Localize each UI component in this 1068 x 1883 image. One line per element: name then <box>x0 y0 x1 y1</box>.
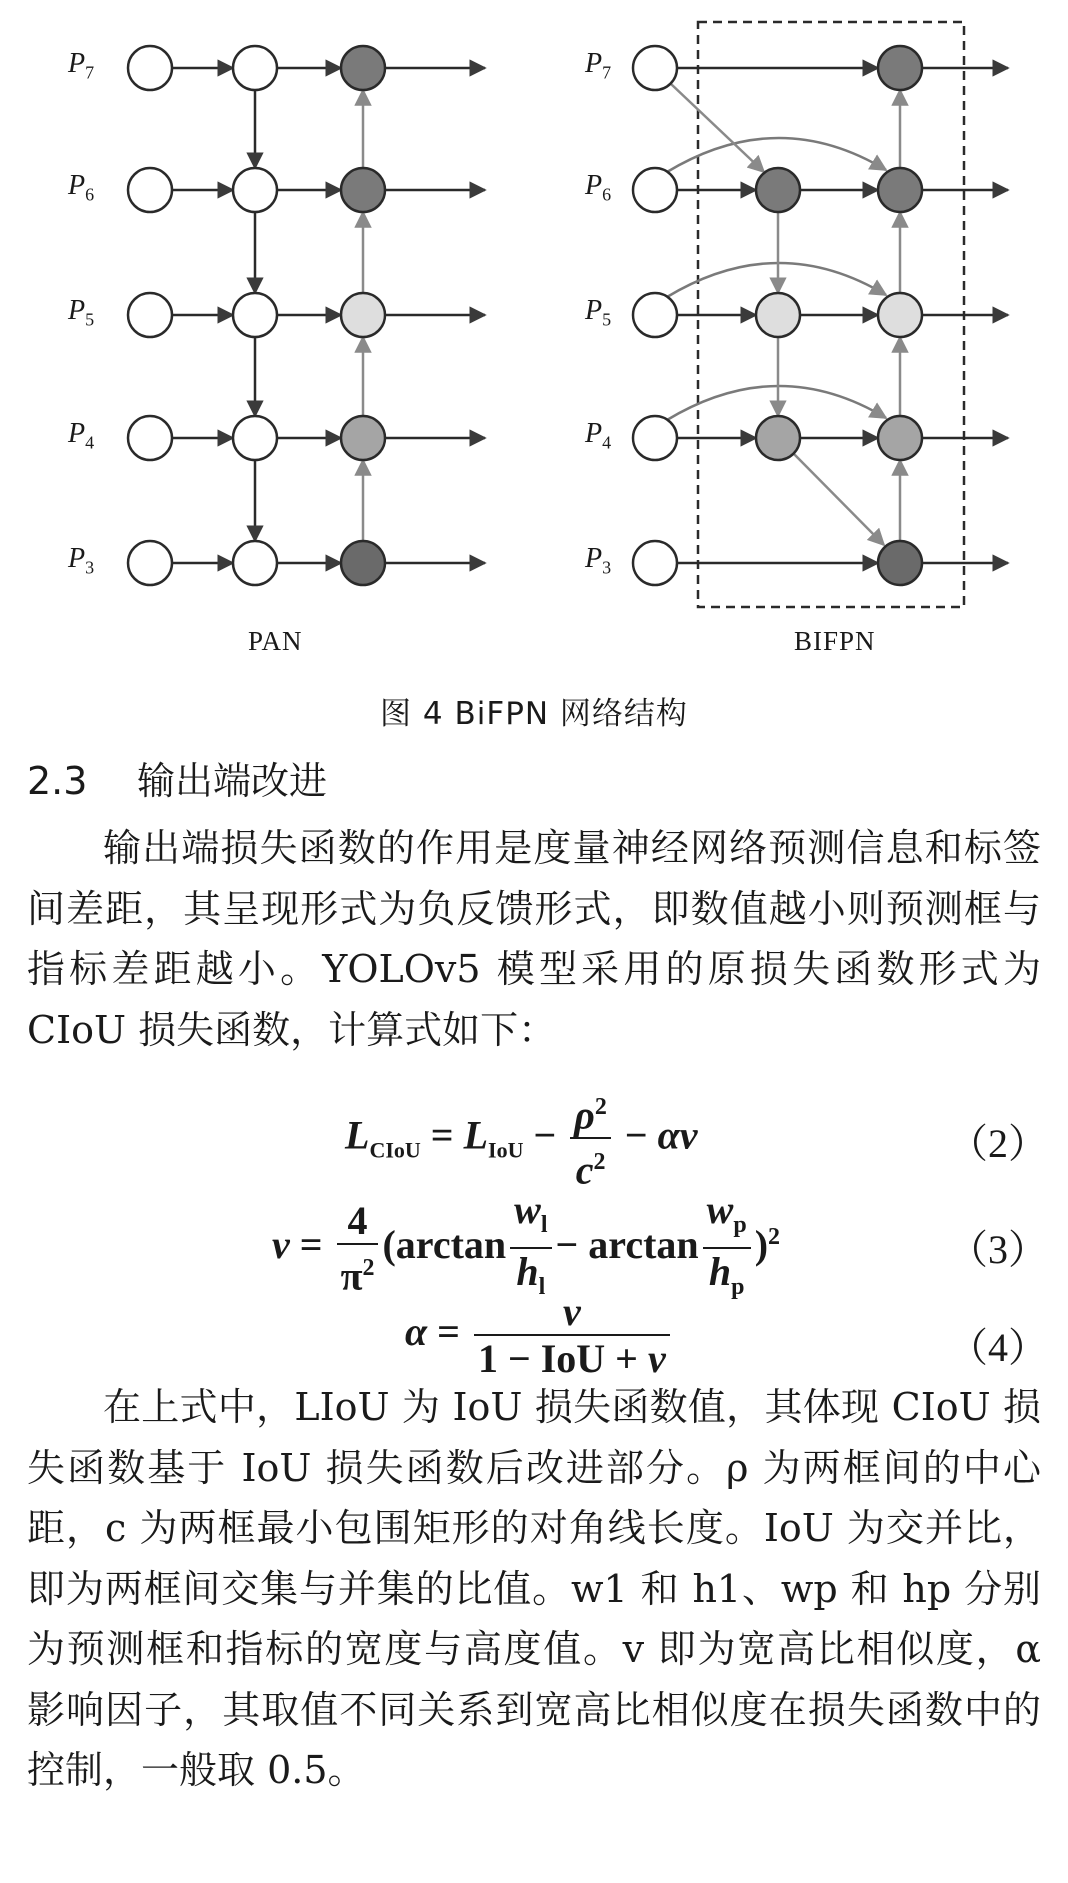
level-label-subscript: 3 <box>602 557 612 578</box>
level-label-subscript: 3 <box>85 557 95 578</box>
level-label: $P_4$ <box>585 418 612 453</box>
bifpn-mid-node <box>756 416 800 460</box>
pan-mid-node <box>233 168 277 212</box>
pan-output-node <box>341 168 385 212</box>
level-label: $P_3$ <box>68 543 95 578</box>
level-label-subscript: 4 <box>85 432 95 453</box>
section-number: 2.3 <box>27 759 88 803</box>
bifpn-title: BIFPN <box>794 626 876 656</box>
bifpn-output-node <box>878 541 922 585</box>
equation-4-number: （4） <box>948 1325 1048 1370</box>
bifpn-input-node <box>633 293 677 337</box>
level-label-subscript: 5 <box>602 309 612 330</box>
pan-input-node <box>128 293 172 337</box>
bifpn-topdown-edge <box>671 84 764 172</box>
level-label: $P_6$ <box>68 170 95 205</box>
level-label: $P_7$ <box>68 48 95 83</box>
bifpn-output-node <box>878 46 922 90</box>
equation-2-number: （2） <box>948 1121 1048 1166</box>
pan-output-node <box>341 416 385 460</box>
level-label-subscript: 6 <box>602 184 612 205</box>
bifpn-input-node <box>633 416 677 460</box>
section-heading <box>27 750 327 805</box>
level-label-subscript: 6 <box>85 184 95 205</box>
bifpn-input-node <box>633 541 677 585</box>
pan-mid-node <box>233 46 277 90</box>
paragraph-2: 在上式中，LIoU 为 IoU 损失函数值，其体现 CIoU 损失函数基于 IoU 损失函数后改进部分。ρ 为两框间的中心距，c 为两框最小包围矩形的对角线长度。IoU 为交并比，即为两框间交集与并集的比值。w1 和 h1、wp 和 hp 分别为预测框和指标的宽度与高度值。v 即为宽高比相似度，α 影响因子，其取值不同关系到宽高比相似度在损失函数中的控制，一般取 0.5。 <box>27 1385 1041 1792</box>
level-label-subscript: 7 <box>85 62 95 83</box>
level-label-subscript: 7 <box>602 62 612 83</box>
pan-mid-node <box>233 541 277 585</box>
equation-2: $L_{CIoU} = L_{IoU}$ − $\frac{\rho^2}{c^2}$ − αv <box>345 1085 698 1194</box>
equation-4: α = $\frac{v}{\text{1 − IoU + v}}$ <box>405 1290 674 1382</box>
level-label: $P_6$ <box>585 170 612 205</box>
pan-input-node <box>128 416 172 460</box>
pan-title: PAN <box>248 626 303 656</box>
level-label: $P_3$ <box>585 543 612 578</box>
level-label: $P_5$ <box>585 295 612 330</box>
pan-output-node <box>341 293 385 337</box>
pan-output-node <box>341 541 385 585</box>
paragraph-1: 输出端损失函数的作用是度量神经网络预测信息和标签间差距，其呈现形式为负反馈形式，即数值越小则预测框与指标差距越小。YOLOv5 模型采用的原损失函数形式为 CIoU 损失函数，计算式如下： <box>27 826 1041 1052</box>
bifpn-figure <box>0 0 1068 680</box>
equation-3: v = $\frac{4}{\pi^2}$ (arctan $\frac{w_l}{h_l}$ − arctan $\frac{w_p}{h_p}$ )$^2$ <box>272 1187 781 1300</box>
figure-caption: 图 4 BiFPN 网络结构 <box>380 696 688 732</box>
level-label: $P_7$ <box>585 48 612 83</box>
section-title: 输出端改进 <box>137 759 328 803</box>
bifpn-output-node <box>878 168 922 212</box>
pan-diagram <box>128 46 485 585</box>
pan-input-node <box>128 541 172 585</box>
pan-input-node <box>128 46 172 90</box>
bifpn-output-node <box>878 293 922 337</box>
equation-3-number: （3） <box>948 1227 1048 1272</box>
bifpn-mid-node <box>756 293 800 337</box>
bifpn-diagram <box>633 22 1008 607</box>
level-label: $P_4$ <box>68 418 95 453</box>
pan-input-node <box>128 168 172 212</box>
bifpn-input-node <box>633 46 677 90</box>
pan-mid-node <box>233 416 277 460</box>
bifpn-diag-edge <box>794 454 884 545</box>
bifpn-input-node <box>633 168 677 212</box>
level-label-subscript: 4 <box>602 432 612 453</box>
level-label-subscript: 5 <box>85 309 95 330</box>
bifpn-output-node <box>878 416 922 460</box>
level-label: $P_5$ <box>68 295 95 330</box>
bifpn-mid-node <box>756 168 800 212</box>
pan-mid-node <box>233 293 277 337</box>
pan-output-node <box>341 46 385 90</box>
